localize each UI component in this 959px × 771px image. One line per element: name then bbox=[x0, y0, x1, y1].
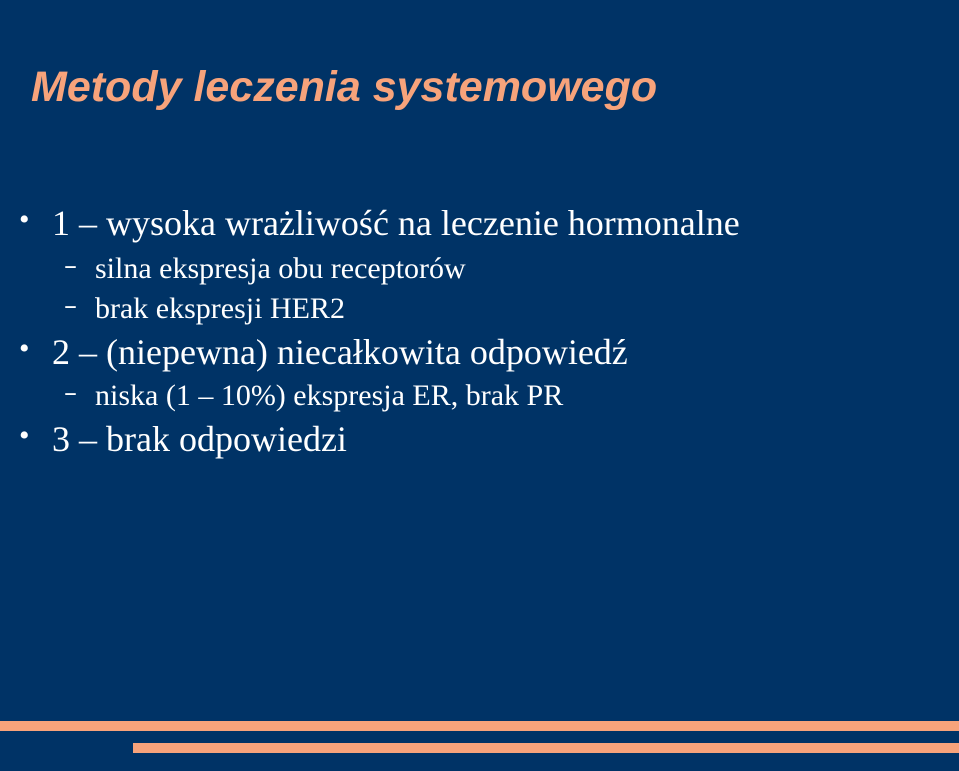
bullet-item-level-1 bbox=[19, 203, 740, 243]
bullet-marker-dot-icon: • bbox=[19, 203, 30, 236]
bullet-item-level-2 bbox=[64, 251, 466, 285]
decorative-bar-top bbox=[0, 721, 959, 731]
bullet-marker-dot-icon: • bbox=[19, 332, 30, 365]
bullet-marker-dash-icon: – bbox=[64, 251, 77, 281]
decorative-bar-bottom bbox=[133, 743, 959, 753]
bullet-text: 1 – wysoka wrażliwość na leczenie hormonalne bbox=[52, 203, 740, 243]
bullet-marker-dash-icon: – bbox=[64, 378, 77, 408]
bullet-text: niska (1 – 10%) ekspresja ER, brak PR bbox=[95, 379, 564, 412]
bullet-marker-dash-icon: – bbox=[64, 291, 77, 321]
bullet-marker-dot-icon: • bbox=[19, 419, 30, 452]
bullet-item-level-2 bbox=[64, 378, 564, 412]
bullet-item-level-2 bbox=[64, 291, 345, 325]
bullet-text: 3 – brak odpowiedzi bbox=[52, 419, 347, 459]
bullet-text: silna ekspresja obu receptorów bbox=[95, 252, 466, 285]
bullet-item-level-1 bbox=[19, 419, 347, 459]
slide-title: Metody leczenia systemowego bbox=[31, 63, 658, 111]
bullet-item-level-1 bbox=[19, 332, 628, 372]
bullet-text: 2 – (niepewna) niecałkowita odpowiedź bbox=[52, 332, 628, 372]
bullet-text: brak ekspresji HER2 bbox=[95, 292, 345, 325]
